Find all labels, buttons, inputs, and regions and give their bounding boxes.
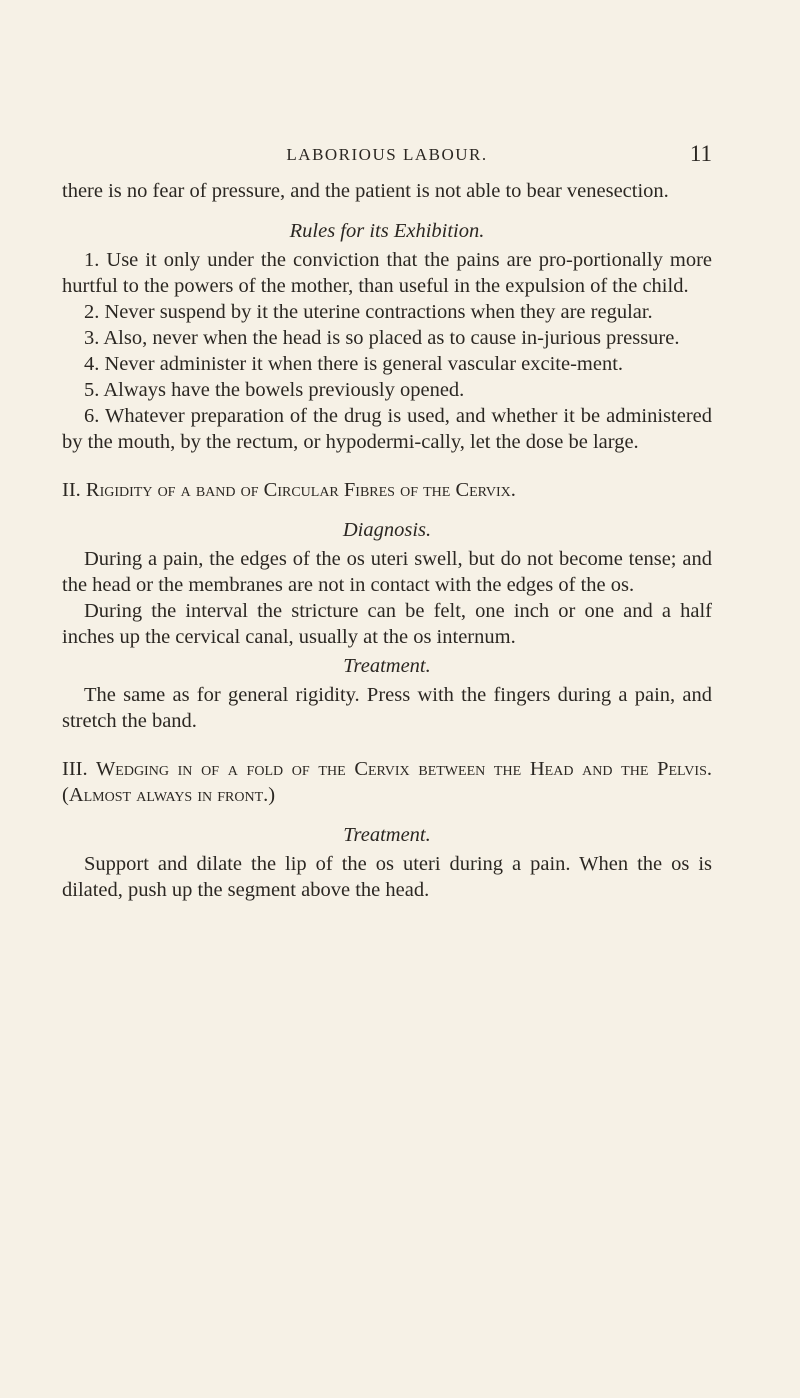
treatment-paragraph: The same as for general rigidity. Press with the fingers during a pain, and stretch the band. <box>62 684 712 732</box>
treatment-paragraph: Support and dilate the lip of the os uteri during a pain. When the os is dilated, push up the segment above the head. <box>62 853 712 901</box>
rule-item: 4. Never administer it when there is general vascular excite-ment. <box>84 353 624 375</box>
section-heading-iii: III. Wedging in of a fold of the Cervix between the Head and the Pelvis. (Almost always in front.) <box>62 758 712 806</box>
rule-item: 1. Use it only under the conviction that the pains are pro-portionally more hurtful to the powers of the mother, than useful in the expulsion of the child. <box>62 249 712 297</box>
diagnosis-paragraph: During the interval the stricture can be felt, one inch or one and a half inches up the cervical canal, usually at the os internum. <box>62 600 712 648</box>
rule-item: 6. Whatever preparation of the drug is used, and whether it be administered by the mouth, by the rectum, or hypodermi-cally, let the dose be large. <box>62 405 712 453</box>
diagnosis-heading: Diagnosis. <box>342 519 432 541</box>
section-heading-ii: II. Rigidity of a band of Circular Fibres of the Cervix. <box>62 479 516 501</box>
page-number: 11 <box>689 141 712 166</box>
running-head <box>62 141 712 169</box>
treatment-heading: Treatment. <box>343 655 431 677</box>
body-text <box>62 178 712 903</box>
paragraph-opening: there is no fear of pressure, and the patient is not able to bear venesection. <box>62 180 669 202</box>
running-title: LABORIOUS LABOUR. <box>286 145 488 164</box>
rule-item: 5. Always have the bowels previously opened. <box>84 379 465 401</box>
treatment-heading: Treatment. <box>343 824 431 846</box>
rule-item: 2. Never suspend by it the uterine contractions when they are regular. <box>84 301 653 323</box>
rule-item: 3. Also, never when the head is so placed as to cause in-jurious pressure. <box>84 327 680 349</box>
rules-heading: Rules for its Exhibition. <box>289 220 485 242</box>
diagnosis-paragraph: During a pain, the edges of the os uteri swell, but do not become tense; and the head or the membranes are not in contact with the edges of the os. <box>62 548 712 596</box>
